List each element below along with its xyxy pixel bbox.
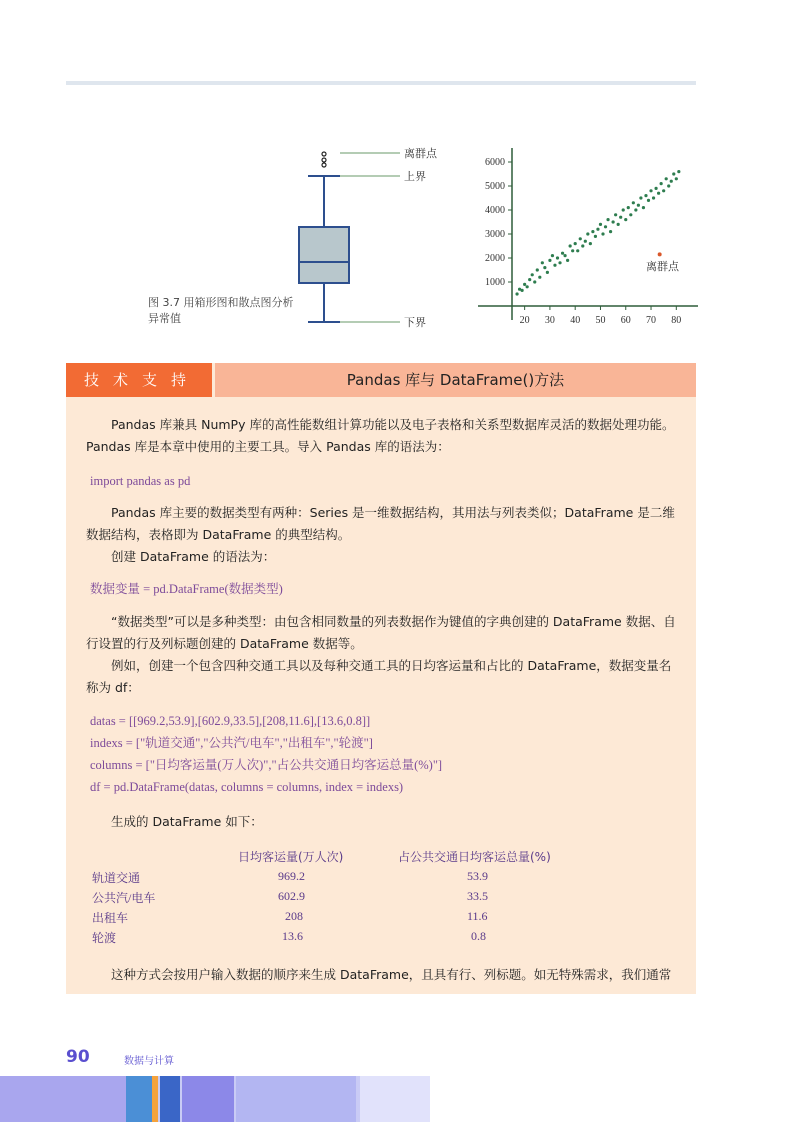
y-tick-label: 3000 <box>485 229 505 240</box>
scatter-point <box>649 189 652 192</box>
scatter-point <box>546 271 549 274</box>
df-cell-value: 13.6 <box>282 929 303 943</box>
scatter-point <box>670 180 673 183</box>
scatter-point <box>526 285 529 288</box>
scatter-point <box>604 225 607 228</box>
df-cell-value: 53.9 <box>467 869 488 883</box>
code-line-df: df = pd.DataFrame(datas, columns = columns, index = indexs) <box>90 780 404 794</box>
x-tick-label: 40 <box>570 315 581 326</box>
scatter-point <box>657 192 660 195</box>
scatter-point <box>589 242 592 245</box>
scatter-point <box>619 216 622 219</box>
figure-caption: 图 3.7 用箱形图和散点图分析异常值 <box>148 296 294 325</box>
scatter-point <box>667 184 670 187</box>
y-tick-label: 5000 <box>485 181 505 192</box>
scatter-point <box>591 230 594 233</box>
lower-label: 下界 <box>404 316 426 329</box>
scatter-point <box>558 261 561 264</box>
scatter-point <box>599 223 602 226</box>
scatter-point <box>639 196 642 199</box>
scatter-point <box>538 276 541 279</box>
x-tick-label: 50 <box>595 315 606 326</box>
outlier-point <box>322 163 326 167</box>
scatter-point <box>647 199 650 202</box>
scatter-point <box>617 223 620 226</box>
scatter-point <box>521 289 524 292</box>
book-title: 数据与计算 <box>124 1056 174 1067</box>
tech-title: Pandas 库与 DataFrame()方法 <box>346 371 565 389</box>
scatter-outlier-point <box>658 252 662 256</box>
scatter-point <box>627 206 630 209</box>
x-tick-label: 20 <box>519 315 530 326</box>
scatter-point <box>662 189 665 192</box>
box-plot <box>290 140 470 340</box>
scatter-point <box>614 213 617 216</box>
tech-support-header <box>66 363 696 397</box>
df-cell-value: 0.8 <box>471 929 486 943</box>
scatter-point <box>622 208 625 211</box>
scatter-point <box>660 182 663 185</box>
scatter-point <box>612 220 615 223</box>
paragraph-result: 生成的 DataFrame 如下： <box>111 814 263 829</box>
scatter-point <box>642 206 645 209</box>
paragraph-intro: Pandas 库兼具 NumPy 库的高性能数组计算功能以及电子表格和关系型数据库灵活的数据处理功能。Pandas 库是本章中使用的主要工具。导入 Pandas 库的语法为： <box>86 417 675 454</box>
scatter-point <box>569 244 572 247</box>
df-row-index: 轮渡 <box>92 931 117 945</box>
outlier-point <box>322 158 326 162</box>
df-column-header: 占公共交通日均客运总量(%) <box>398 850 551 864</box>
scatter-point <box>634 208 637 211</box>
paragraph-syntax: 创建 DataFrame 的语法为： <box>111 549 276 564</box>
scatter-point <box>672 172 675 175</box>
scatter-point <box>652 196 655 199</box>
scatter-point <box>677 170 680 173</box>
scatter-point <box>606 218 609 221</box>
y-tick-label: 1000 <box>485 277 505 288</box>
tech-support-label: 技术支持 <box>66 363 212 397</box>
scatter-point <box>576 249 579 252</box>
paragraph-datatypes: “数据类型”可以是多种类型：由包含相同数量的列表数据作为键值的字典创建的 DataFrame 数据、自行设置的行及列标题创建的 DataFrame 数据等。 <box>86 614 676 651</box>
df-row-index: 公共汽/电车 <box>92 891 156 905</box>
scatter-point <box>556 256 559 259</box>
code-line-indexs: indexs = ["轨道交通","公共汽/电车","出租车","轮渡"] <box>90 736 373 750</box>
df-cell-value: 11.6 <box>467 909 488 923</box>
scatter-point <box>551 254 554 257</box>
scatter-point <box>579 237 582 240</box>
scatter-point <box>581 244 584 247</box>
scatter-point <box>586 232 589 235</box>
scatter-point <box>609 230 612 233</box>
scatter-point <box>665 177 668 180</box>
upper-label: 上界 <box>404 170 426 183</box>
scatter-outlier-label: 离群点 <box>646 260 679 273</box>
scatter-point <box>515 292 518 295</box>
df-column-header: 日均客运量(万人次) <box>238 850 344 864</box>
scatter-point <box>601 232 604 235</box>
scatter-point <box>541 261 544 264</box>
scatter-point <box>533 280 536 283</box>
outlier-label: 离群点 <box>404 147 437 160</box>
scatter-point <box>553 264 556 267</box>
df-cell-value: 602.9 <box>278 889 305 903</box>
scatter-point <box>548 259 551 262</box>
scatter-point <box>624 218 627 221</box>
scatter-point <box>637 204 640 207</box>
code-line-columns: columns = ["日均客运量(万人次)","占公共交通日均客运总量(%)"] <box>90 758 443 772</box>
x-tick-label: 80 <box>671 315 682 326</box>
y-tick-label: 2000 <box>485 253 505 264</box>
page-number: 90 <box>66 1047 90 1067</box>
df-row-index: 轨道交通 <box>92 871 141 885</box>
top-rule <box>66 81 696 85</box>
scatter-point <box>571 249 574 252</box>
df-row-index: 出租车 <box>92 911 129 925</box>
code-line-datas: datas = [[969.2,53.9],[602.9,33.5],[208,11.6],[13.6,0.8]] <box>90 714 371 728</box>
scatter-point <box>566 259 569 262</box>
scatter-point <box>531 273 534 276</box>
footer-decoration <box>0 1076 800 1122</box>
scatter-point <box>594 235 597 238</box>
scatter-point <box>654 187 657 190</box>
scatter-point <box>629 213 632 216</box>
scatter-point <box>584 240 587 243</box>
df-cell-value: 33.5 <box>467 889 488 903</box>
df-cell-value: 208 <box>285 909 303 923</box>
paragraph-types: Pandas 库主要的数据类型有两种：Series 是一维数据结构，其用法与列表类似；DataFrame 是二维数据结构，表格即为 DataFrame 的典型结构。 <box>86 505 675 542</box>
scatter-point <box>563 254 566 257</box>
scatter-point <box>528 278 531 281</box>
outlier-point <box>322 152 326 156</box>
code-syntax: 数据变量 = pd.DataFrame(数据类型) <box>90 582 283 596</box>
x-tick-label: 60 <box>620 315 631 326</box>
x-tick-label: 30 <box>544 315 555 326</box>
scatter-point <box>561 252 564 255</box>
box-rect <box>299 227 349 283</box>
scatter-point <box>596 228 599 231</box>
scatter-point <box>675 177 678 180</box>
y-tick-label: 4000 <box>485 205 505 216</box>
scatter-point <box>574 242 577 245</box>
scatter-point <box>543 266 546 269</box>
code-import: import pandas as pd <box>90 474 191 488</box>
scatter-point <box>644 194 647 197</box>
df-cell-value: 969.2 <box>278 869 305 883</box>
tech-title-bar <box>215 363 696 397</box>
x-tick-label: 70 <box>646 315 657 326</box>
paragraph-example: 例如，创建一个包含四种交通工具以及每种交通工具的日均客运量和占比的 DataFrame，数据变量名称为 df： <box>86 658 672 695</box>
y-tick-label: 6000 <box>485 157 505 168</box>
scatter-point <box>632 201 635 204</box>
scatter-point <box>536 268 539 271</box>
scatter-plot <box>468 140 704 340</box>
scatter-point <box>523 283 526 286</box>
paragraph-closing: 这种方式会按用户输入数据的顺序来生成 DataFrame，且具有行、列标题。如无特殊需求，我们通常 <box>111 967 672 982</box>
